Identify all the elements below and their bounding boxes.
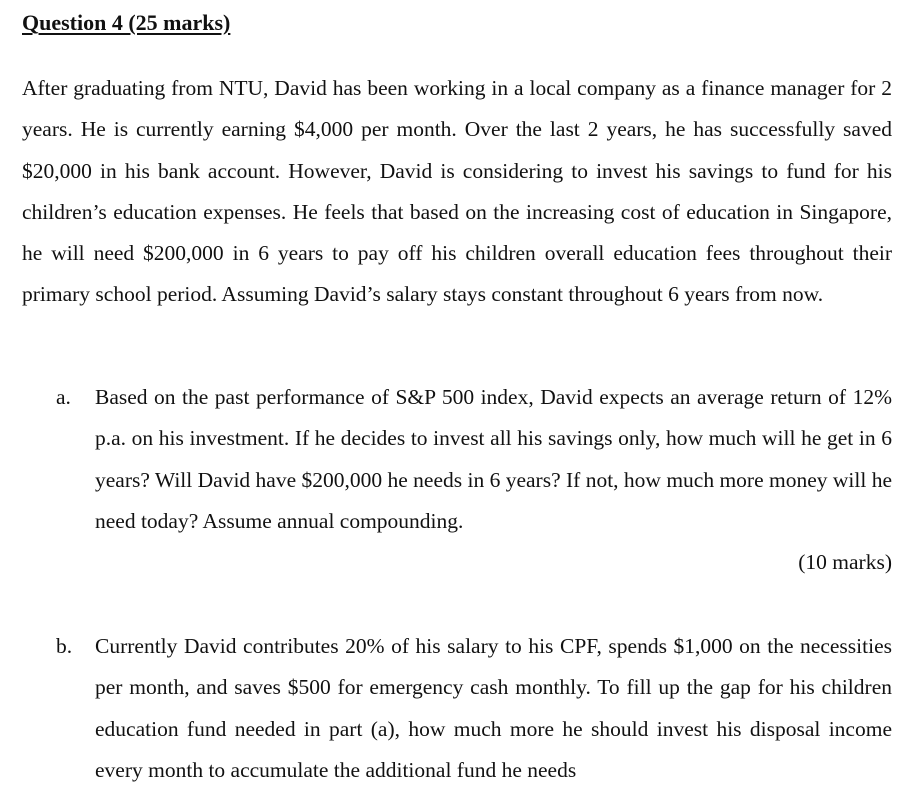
question-intro-paragraph: After graduating from NTU, David has been working in a local company as a finance manager for 2 years. He is currently earning $4,000 per month. Over the last 2 years, he has successfully saved $20,000 in his bank account. However, David is considering to invest his savings to fund for his children’s education expenses. He feels that based on the increasing cost of education in Singapore, he will need $200,000 in 6 years to pay off his children overall education fees throughout their primary school period. Assuming David’s salary stays constant throughout 6 years from now. [22,76,892,307]
part-b [56,626,892,791]
question-heading: Question 4 (25 marks) [22,10,231,35]
part-a-marks: (10 marks) [798,550,892,575]
part-b-letter: b. [56,634,73,658]
part-a-letter: a. [56,385,71,409]
part-b-text: Currently David contributes 20% of his salary to his CPF, spends $1,000 on the necessities per month, and saves $500 for emergency cash monthly. To fill up the gap for his children education fund needed in part (a), how much more he should invest his disposal income every month to accumulate the additional fund he needs [95,634,892,782]
part-a-text: Based on the past performance of S&P 500 index, David expects an average return of 12% p.a. on his investment. If he decides to invest all his savings only, how much will he get in 6 years? Will David have $200,000 he needs in 6 years? If not, how much more money will he need today? Assume annual compounding. [95,385,893,533]
part-a [56,377,892,583]
